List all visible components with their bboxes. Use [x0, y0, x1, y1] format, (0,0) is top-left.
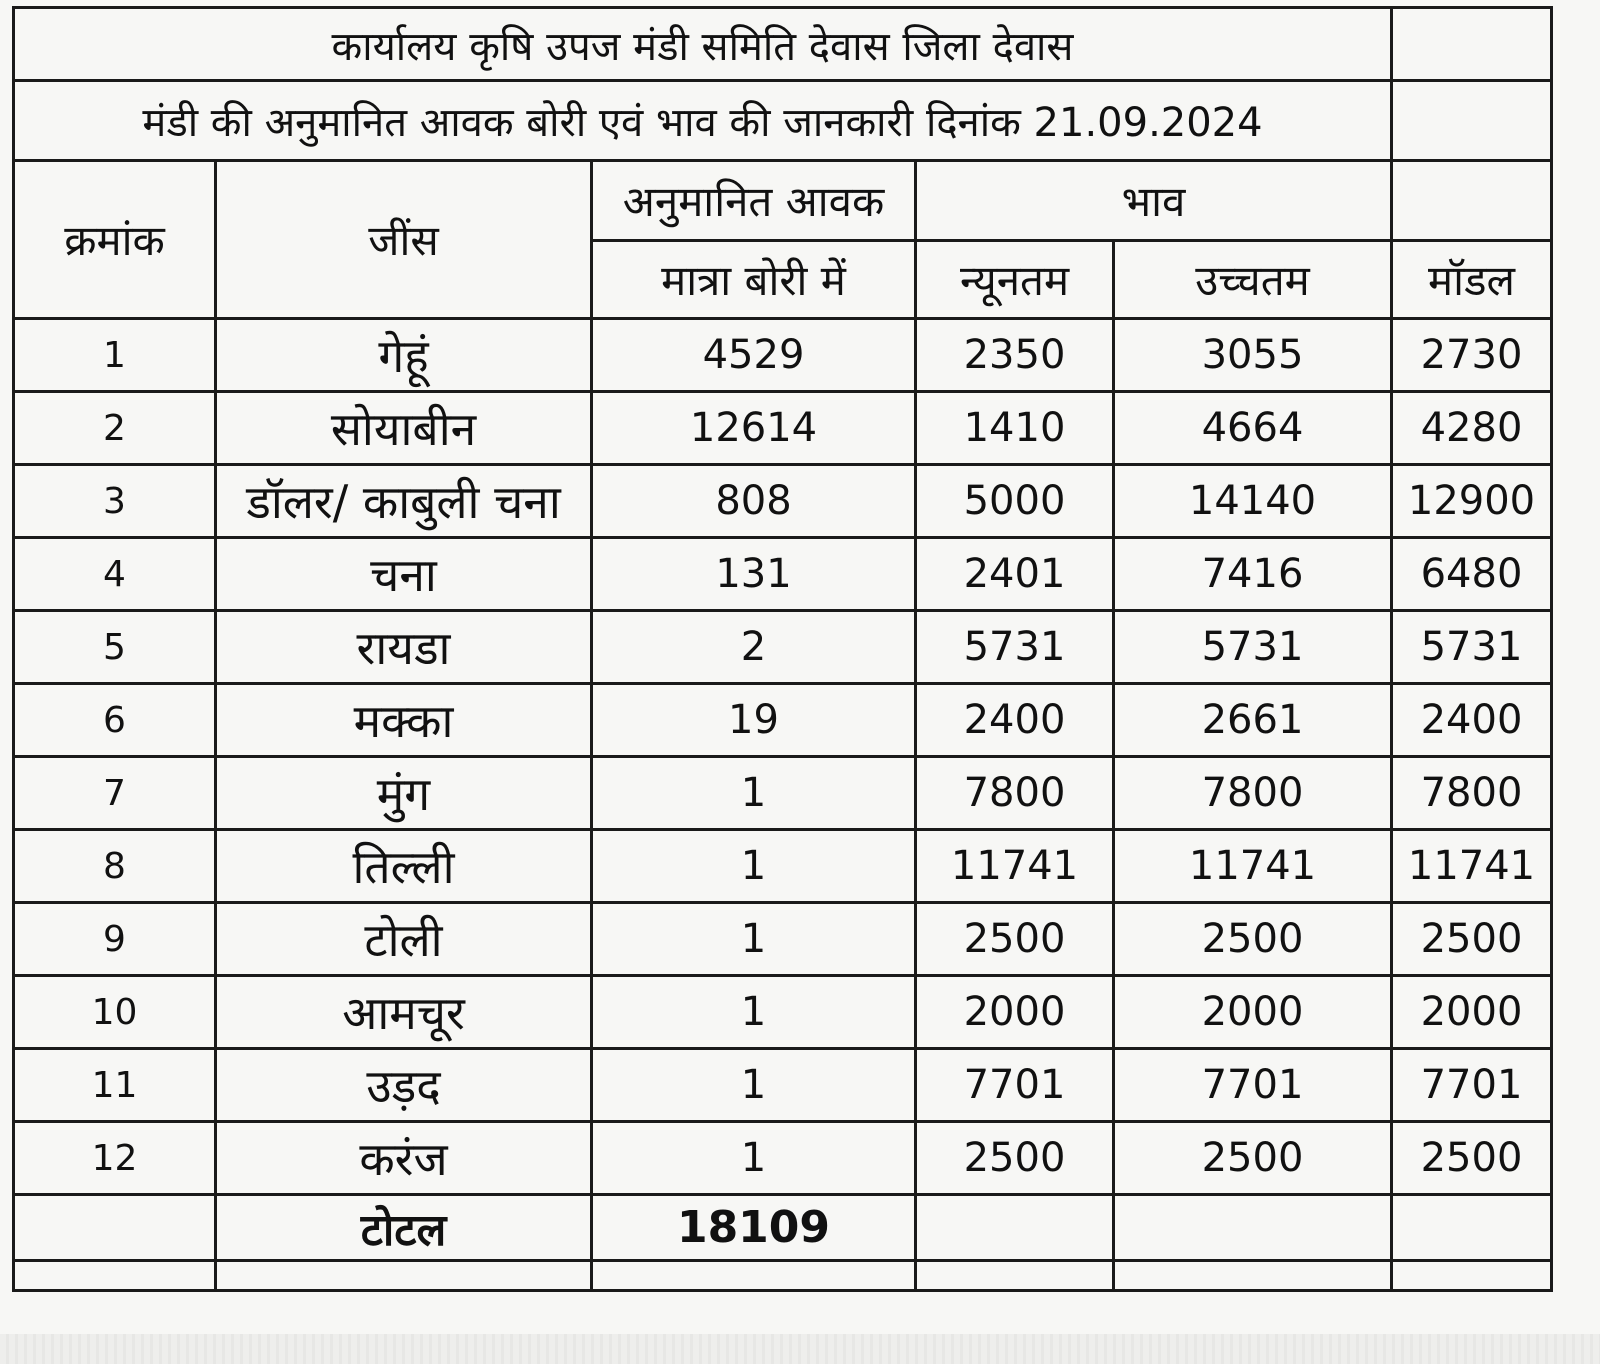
qty-cell: 19 — [592, 684, 916, 757]
crop-cell: आमचूर — [216, 976, 592, 1049]
header-max-price: उच्चतम — [1114, 241, 1392, 319]
table-row — [14, 1049, 1552, 1122]
qty-cell: 2 — [592, 611, 916, 684]
modal-price-cell: 2500 — [1392, 1122, 1552, 1195]
table-row — [14, 392, 1552, 465]
header-serial: क्रमांक — [14, 161, 216, 319]
max-price-cell: 7416 — [1114, 538, 1392, 611]
header-modal-price: मॉडल — [1392, 241, 1552, 319]
min-price-cell: 7800 — [916, 757, 1114, 830]
crop-cell: तिल्ली — [216, 830, 592, 903]
modal-price-cell: 11741 — [1392, 830, 1552, 903]
header-arrival-top: अनुमानित आवक — [592, 161, 916, 241]
modal-price-cell: 5731 — [1392, 611, 1552, 684]
serial-cell: 11 — [14, 1049, 216, 1122]
tail-cell — [1392, 1261, 1552, 1291]
table-row — [14, 538, 1552, 611]
max-price-cell: 5731 — [1114, 611, 1392, 684]
table-row — [14, 465, 1552, 538]
qty-cell: 12614 — [592, 392, 916, 465]
table-row — [14, 976, 1552, 1049]
modal-price-cell: 12900 — [1392, 465, 1552, 538]
qty-cell: 131 — [592, 538, 916, 611]
crop-cell: चना — [216, 538, 592, 611]
max-price-cell: 7800 — [1114, 757, 1392, 830]
min-price-cell: 11741 — [916, 830, 1114, 903]
table-row — [14, 611, 1552, 684]
total-label: टोटल — [216, 1195, 592, 1261]
trailing-blank-row — [14, 1261, 1552, 1291]
modal-price-cell: 7701 — [1392, 1049, 1552, 1122]
header-price: भाव — [916, 161, 1392, 241]
serial-cell: 5 — [14, 611, 216, 684]
table-row — [14, 684, 1552, 757]
max-price-cell: 2500 — [1114, 903, 1392, 976]
table-row — [14, 319, 1552, 392]
crop-cell: टोली — [216, 903, 592, 976]
serial-cell: 3 — [14, 465, 216, 538]
serial-cell: 7 — [14, 757, 216, 830]
max-price-cell: 7701 — [1114, 1049, 1392, 1122]
tail-cell — [216, 1261, 592, 1291]
tail-cell — [592, 1261, 916, 1291]
modal-price-cell: 2400 — [1392, 684, 1552, 757]
min-price-cell: 2500 — [916, 903, 1114, 976]
min-price-cell: 7701 — [916, 1049, 1114, 1122]
qty-cell: 1 — [592, 903, 916, 976]
office-title: कार्यालय कृषि उपज मंडी समिति देवास जिला देवास — [14, 8, 1392, 81]
min-price-cell: 1410 — [916, 392, 1114, 465]
tail-cell — [1114, 1261, 1392, 1291]
crop-cell: रायडा — [216, 611, 592, 684]
crop-cell: गेहूं — [216, 319, 592, 392]
total-row — [14, 1195, 1552, 1261]
crop-cell: सोयाबीन — [216, 392, 592, 465]
header-arrival-bottom: मात्रा बोरी में — [592, 241, 916, 319]
qty-cell: 1 — [592, 1049, 916, 1122]
qty-cell: 1 — [592, 976, 916, 1049]
subtitle-blank-cell — [1392, 81, 1552, 161]
tail-cell — [916, 1261, 1114, 1291]
max-price-cell: 14140 — [1114, 465, 1392, 538]
crop-cell: उड़द — [216, 1049, 592, 1122]
crop-cell: करंज — [216, 1122, 592, 1195]
tail-cell — [14, 1261, 216, 1291]
crop-cell: मक्का — [216, 684, 592, 757]
modal-price-cell: 2500 — [1392, 903, 1552, 976]
max-price-cell: 2000 — [1114, 976, 1392, 1049]
table-row — [14, 903, 1552, 976]
total-qty: 18109 — [592, 1195, 916, 1261]
min-price-cell: 5000 — [916, 465, 1114, 538]
qty-cell: 1 — [592, 757, 916, 830]
table-row — [14, 1122, 1552, 1195]
mandi-price-table — [12, 6, 1553, 1292]
header-min-price: न्यूनतम — [916, 241, 1114, 319]
crop-cell: डॉलर/ काबुली चना — [216, 465, 592, 538]
title-blank-cell — [1392, 8, 1552, 81]
serial-cell: 1 — [14, 319, 216, 392]
scan-edge-texture — [0, 1334, 1600, 1364]
max-price-cell: 4664 — [1114, 392, 1392, 465]
table-row — [14, 830, 1552, 903]
total-blank-modal — [1392, 1195, 1552, 1261]
qty-cell: 1 — [592, 830, 916, 903]
qty-cell: 1 — [592, 1122, 916, 1195]
crop-cell: मुंग — [216, 757, 592, 830]
total-blank-max — [1114, 1195, 1392, 1261]
table-row — [14, 757, 1552, 830]
serial-cell: 10 — [14, 976, 216, 1049]
max-price-cell: 3055 — [1114, 319, 1392, 392]
min-price-cell: 2400 — [916, 684, 1114, 757]
header-price-blank — [1392, 161, 1552, 241]
serial-cell: 8 — [14, 830, 216, 903]
serial-cell: 9 — [14, 903, 216, 976]
min-price-cell: 2500 — [916, 1122, 1114, 1195]
qty-cell: 808 — [592, 465, 916, 538]
modal-price-cell: 7800 — [1392, 757, 1552, 830]
modal-price-cell: 2730 — [1392, 319, 1552, 392]
serial-cell: 2 — [14, 392, 216, 465]
max-price-cell: 2661 — [1114, 684, 1392, 757]
modal-price-cell: 2000 — [1392, 976, 1552, 1049]
serial-cell: 6 — [14, 684, 216, 757]
total-blank-min — [916, 1195, 1114, 1261]
modal-price-cell: 4280 — [1392, 392, 1552, 465]
min-price-cell: 5731 — [916, 611, 1114, 684]
qty-cell: 4529 — [592, 319, 916, 392]
serial-cell: 12 — [14, 1122, 216, 1195]
modal-price-cell: 6480 — [1392, 538, 1552, 611]
max-price-cell: 11741 — [1114, 830, 1392, 903]
total-serial-blank — [14, 1195, 216, 1261]
min-price-cell: 2000 — [916, 976, 1114, 1049]
max-price-cell: 2500 — [1114, 1122, 1392, 1195]
min-price-cell: 2401 — [916, 538, 1114, 611]
report-subtitle: मंडी की अनुमानित आवक बोरी एवं भाव की जानकारी दिनांक 21.09.2024 — [14, 81, 1392, 161]
serial-cell: 4 — [14, 538, 216, 611]
header-crop: जींस — [216, 161, 592, 319]
min-price-cell: 2350 — [916, 319, 1114, 392]
